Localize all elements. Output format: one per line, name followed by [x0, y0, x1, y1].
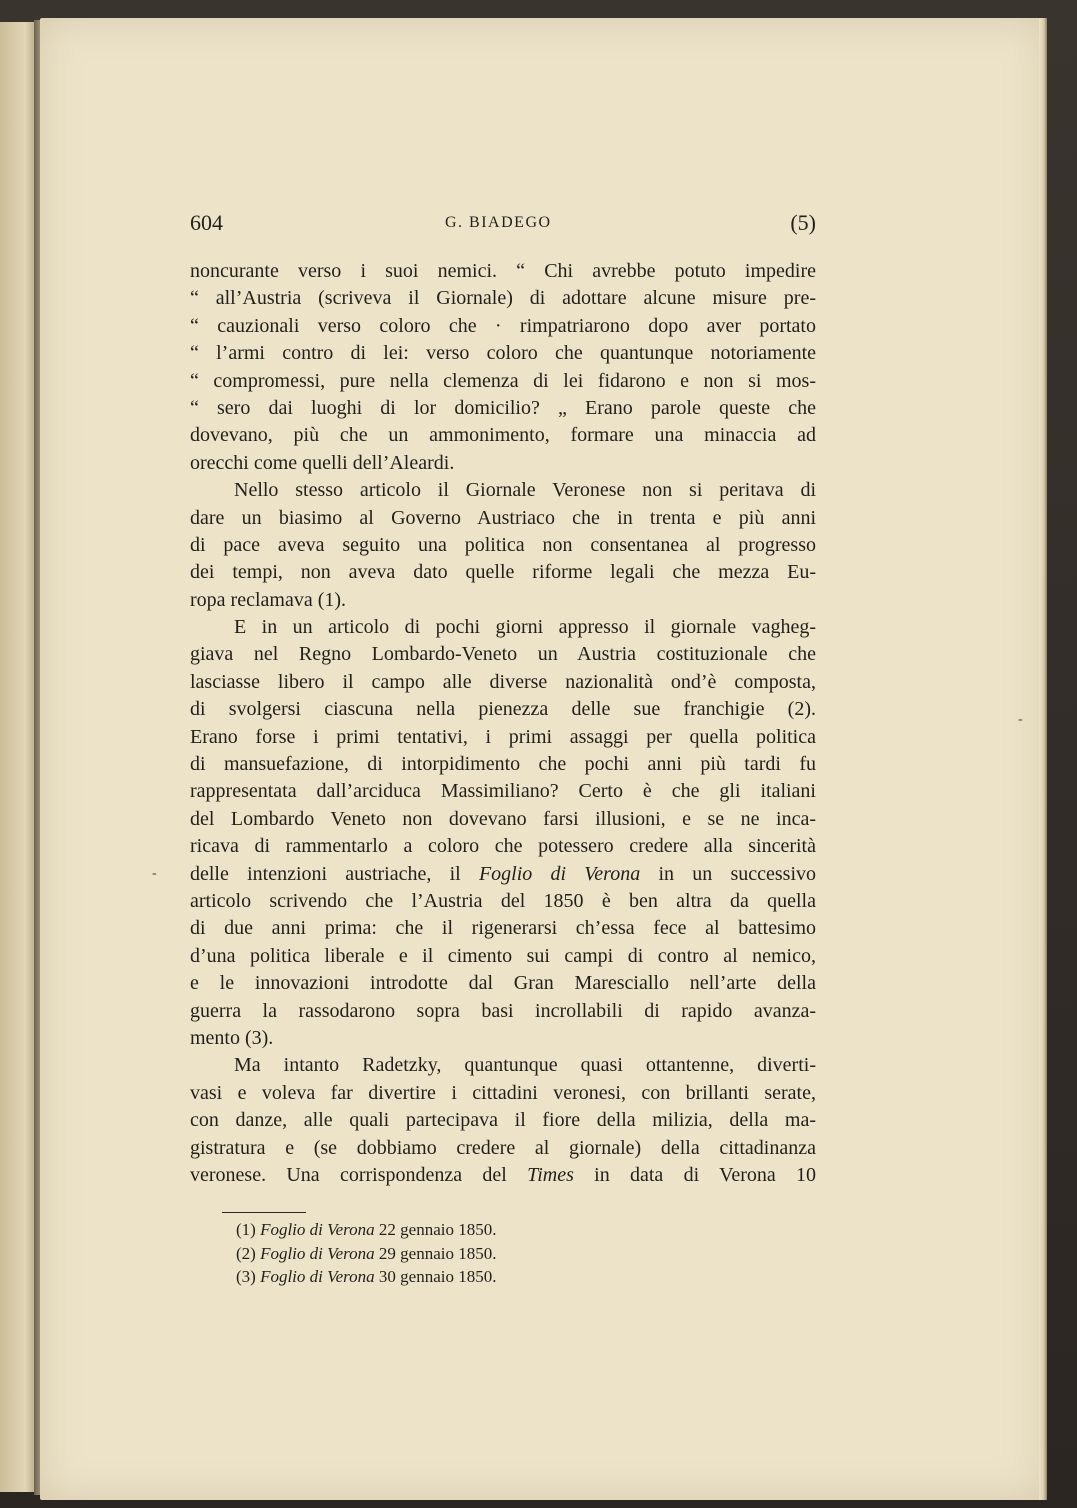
paragraph-start-line: Nello stesso articolo il Giornale Veronese non si peritava di [234, 479, 816, 502]
italic-source-title: Foglio di Verona [478, 862, 641, 885]
paragraph-start-line: Ma intanto Radetzky, quantunque quasi ottantenne, diverti- [234, 1054, 816, 1077]
text-line: noncurante verso i suoi nemici. “ Chi avrebbe potuto impedire [190, 260, 816, 282]
text-segment: veronese. Una corrispondenza del [190, 1163, 507, 1186]
text-line-with-italic [190, 1162, 816, 1189]
italic-newspaper-title: Times [527, 1163, 574, 1186]
right-margin-mark: - [1018, 712, 1023, 727]
previous-page-edge [0, 22, 37, 1492]
footnote-source: Foglio di Verona [260, 1220, 375, 1239]
text-line: e le innovazioni introdotte dal Gran Maresciallo nell’arte della [190, 972, 816, 995]
text-line: rappresentata dall’arciduca Massimiliano? Certo è che gli italiani [190, 780, 816, 803]
text-line: “ sero dai luoghi di lor domicilio? „ Erano parole queste che [190, 396, 816, 419]
text-line: mento (3). [190, 1026, 274, 1049]
footnote-separator [222, 1212, 306, 1213]
text-line: del Lombardo Veneto non dovevano farsi illusioni, e se ne inca- [190, 807, 816, 830]
text-line: dei tempi, non aveva dato quelle riforme legali che mezza Eu- [190, 561, 816, 584]
footnote-source: Foglio di Verona [260, 1267, 375, 1286]
footnote-2 [236, 1242, 656, 1266]
footnote-3 [236, 1265, 656, 1289]
text-line: ricava di rammentarlo a coloro che potessero credere alla sincerità [190, 835, 816, 858]
text-line: dovevano, più che un ammonimento, formare una minaccia ad [190, 424, 816, 447]
text-line: con danze, alle quali partecipava il fiore della milizia, della ma- [190, 1109, 816, 1132]
page-header [190, 210, 816, 240]
text-line: vasi e voleva far divertire i cittadini veronesi, con brillanti serate, [190, 1081, 816, 1104]
running-head: G. BIADEGO [445, 214, 552, 231]
text-line: “ all’Austria (scriveva il Giornale) di adottare alcune misure pre- [190, 287, 816, 310]
text-line: lasciasse libero il campo alle diverse nazionalità ond’è composta, [190, 670, 816, 693]
text-line: “ l’armi contro di lei: verso coloro che quantunque notoriamente [190, 342, 816, 365]
page-number: 604 [190, 210, 223, 235]
text-line: di due anni prima: che il rigenerarsi ch’essa fece al battesimo [190, 917, 816, 940]
page-right-edge [1039, 18, 1047, 1500]
text-line: orecchi come quelli dell’Aleardi. [190, 451, 455, 474]
text-line: articolo scrivendo che l’Austria del 1850 è ben altra da quella [190, 889, 816, 912]
text-line: di mansuefazione, di intorpidimento che pochi anni più tardi fu [190, 753, 816, 776]
text-line: di svolgersi ciascuna nella pienezza delle sue franchigie (2). [190, 698, 816, 721]
text-line: Erano forse i primi tentativi, i primi assaggi per quella politica [190, 725, 816, 748]
footnote-marker: (3) [236, 1267, 256, 1286]
footnote-1 [236, 1218, 656, 1242]
text-segment: delle intenzioni austriache, il [190, 862, 461, 885]
text-line: ropa reclamava (1). [190, 588, 347, 611]
text-segment: in un successivo [658, 862, 816, 885]
footnote-date: 30 gennaio 1850. [378, 1267, 497, 1286]
text-line-with-italic [190, 861, 816, 888]
section-number: (5) [790, 210, 816, 235]
footnote-date: 22 gennaio 1850. [378, 1220, 497, 1239]
text-line: dare un biasimo al Governo Austriaco che in trenta e più anni [190, 506, 816, 529]
text-line: gistratura e (se dobbiamo credere al giornale) della cittadinanza [190, 1136, 816, 1159]
text-line: guerra la rassodarono sopra basi incrollabili di rapido avanza- [190, 999, 816, 1022]
footnote-marker: (2) [236, 1243, 256, 1263]
text-segment: in data di Verona 10 [594, 1163, 816, 1186]
footnote-date: 29 gennaio 1850. [378, 1243, 497, 1263]
paragraph-start-line: E in un articolo di pochi giorni appresso il giornale vagheg- [234, 616, 816, 639]
footnote-source: Foglio di Verona [260, 1243, 375, 1263]
text-line: “ cauzionali verso coloro che · rimpatriarono dopo aver portato [190, 314, 816, 337]
footnotes [236, 1218, 656, 1289]
main-text [190, 258, 816, 1189]
text-line: di pace aveva seguito una politica non consentanea al progresso [190, 533, 816, 556]
left-margin-mark: - [152, 866, 157, 881]
text-line: “ compromessi, pure nella clemenza di lei fidarono e non si mos- [190, 369, 816, 392]
footnote-marker: (1) [236, 1220, 256, 1239]
text-line: d’una politica liberale e il cimento sui campi di contro al nemico, [190, 944, 816, 967]
text-line: giava nel Regno Lombardo-Veneto un Austria costituzionale che [190, 643, 816, 666]
